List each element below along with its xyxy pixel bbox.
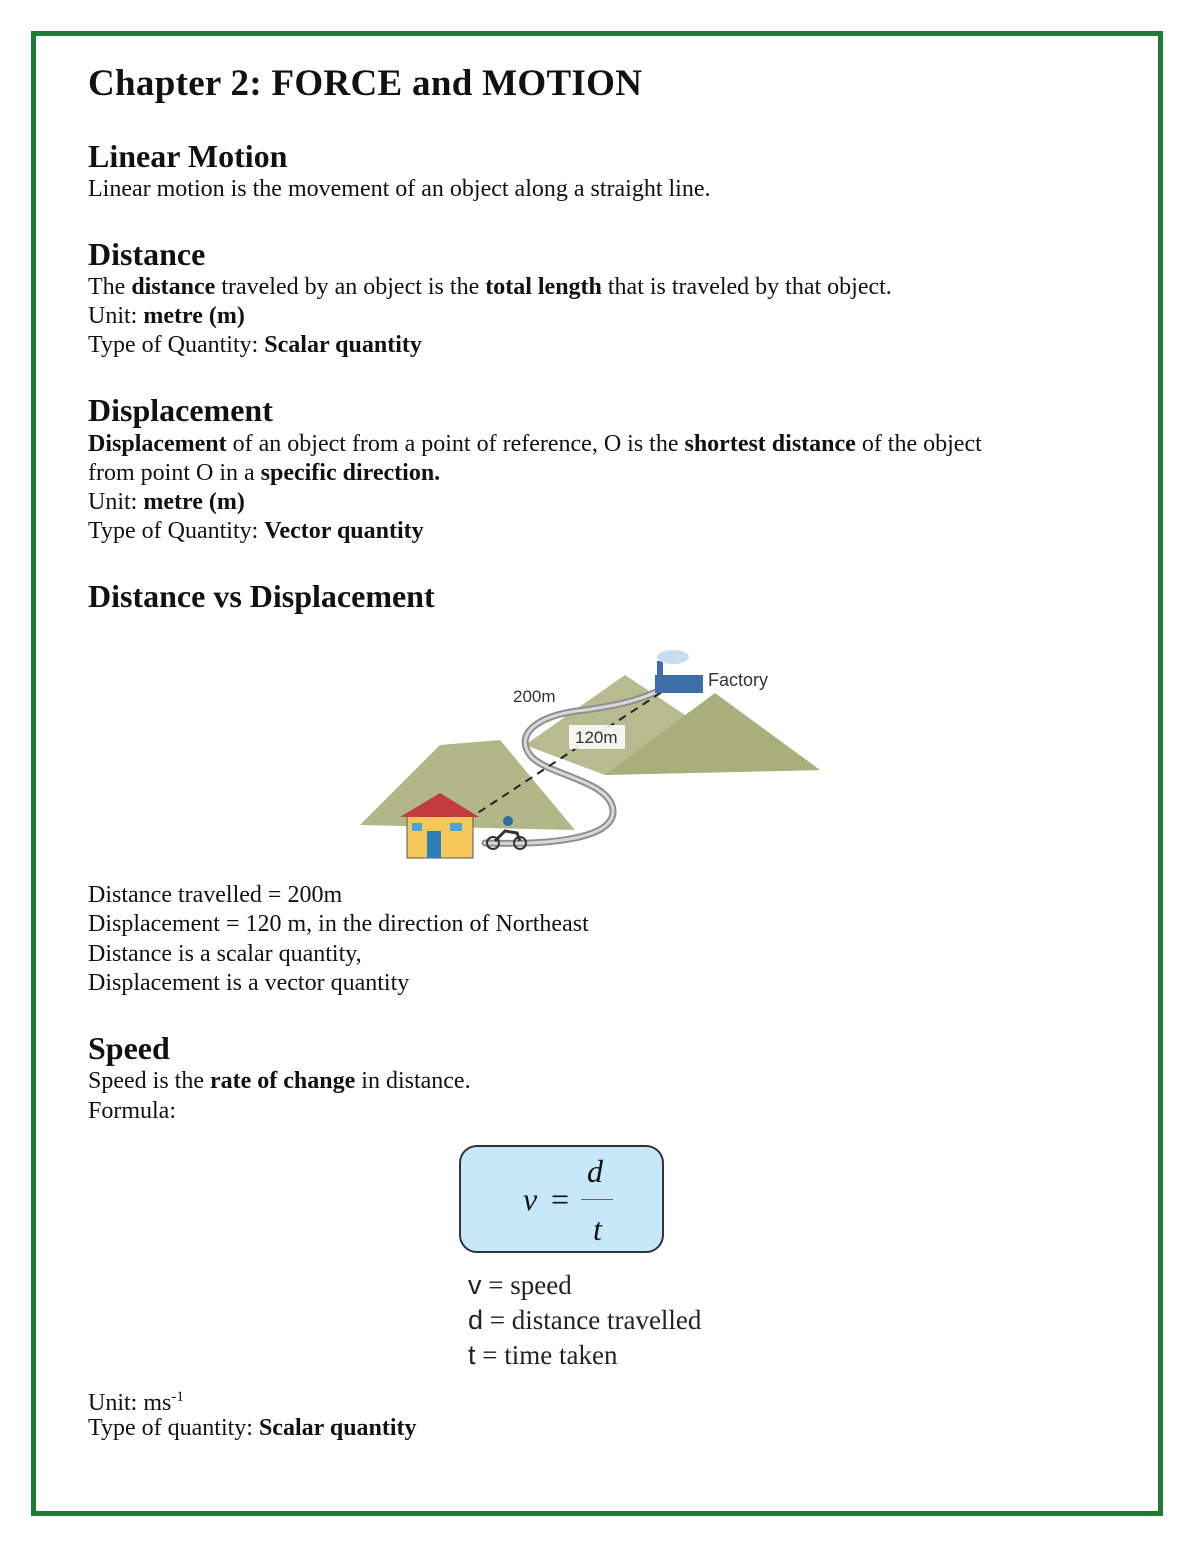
legend-t: t = time taken bbox=[468, 1340, 618, 1370]
distance-displacement-diagram bbox=[355, 645, 835, 870]
legend-d: d = distance travelled bbox=[468, 1305, 702, 1335]
heading-linear-motion: Linear Motion bbox=[88, 138, 288, 174]
formula-label: Formula: bbox=[88, 1098, 176, 1124]
heading-displacement: Displacement bbox=[88, 392, 273, 428]
displacement-type: Type of Quantity: Vector quantity bbox=[88, 518, 424, 544]
label-120m: 120m bbox=[575, 728, 618, 747]
distance-type: Type of Quantity: Scalar quantity bbox=[88, 332, 422, 358]
distance-definition: The distance traveled by an object is the total length that is traveled by that object. bbox=[88, 274, 892, 300]
speed-formula-box bbox=[459, 1145, 664, 1253]
comparison-line-1: Distance travelled = 200m bbox=[88, 882, 343, 908]
comparison-line-2: Displacement = 120 m, in the direction of Northeast bbox=[88, 911, 589, 937]
formula-t: t bbox=[593, 1211, 602, 1247]
distance-unit: Unit: metre (m) bbox=[88, 303, 245, 329]
fraction-bar bbox=[581, 1199, 613, 1200]
formula-v: v bbox=[523, 1181, 538, 1217]
displacement-definition-line2: from point O in a specific direction. bbox=[88, 460, 441, 486]
comparison-line-4: Displacement is a vector quantity bbox=[88, 970, 410, 996]
heading-distance: Distance bbox=[88, 236, 206, 272]
formula-equals: = bbox=[551, 1181, 570, 1217]
chapter-title: Chapter 2: FORCE and MOTION bbox=[88, 63, 643, 104]
factory-icon bbox=[655, 650, 703, 693]
label-200m: 200m bbox=[513, 687, 556, 706]
speed-definition: Speed is the rate of change in distance. bbox=[88, 1068, 471, 1094]
displacement-unit: Unit: metre (m) bbox=[88, 489, 245, 515]
speed-unit: Unit: $ms^{-1}$ bbox=[88, 1389, 184, 1416]
formula-d: d bbox=[587, 1153, 603, 1189]
linear-motion-text: Linear motion is the movement of an object along a straight line. bbox=[88, 176, 711, 202]
speed-type: Type of quantity: Scalar quantity bbox=[88, 1415, 417, 1441]
heading-speed: Speed bbox=[88, 1030, 170, 1066]
label-factory: Factory bbox=[708, 670, 769, 690]
heading-distance-vs-displacement: Distance vs Displacement bbox=[88, 578, 435, 614]
comparison-line-3: Distance is a scalar quantity, bbox=[88, 941, 362, 967]
displacement-definition-line1: Displacement of an object from a point of reference, O is the shortest distance of the object bbox=[88, 431, 982, 457]
legend-v: v = speed bbox=[468, 1270, 572, 1300]
